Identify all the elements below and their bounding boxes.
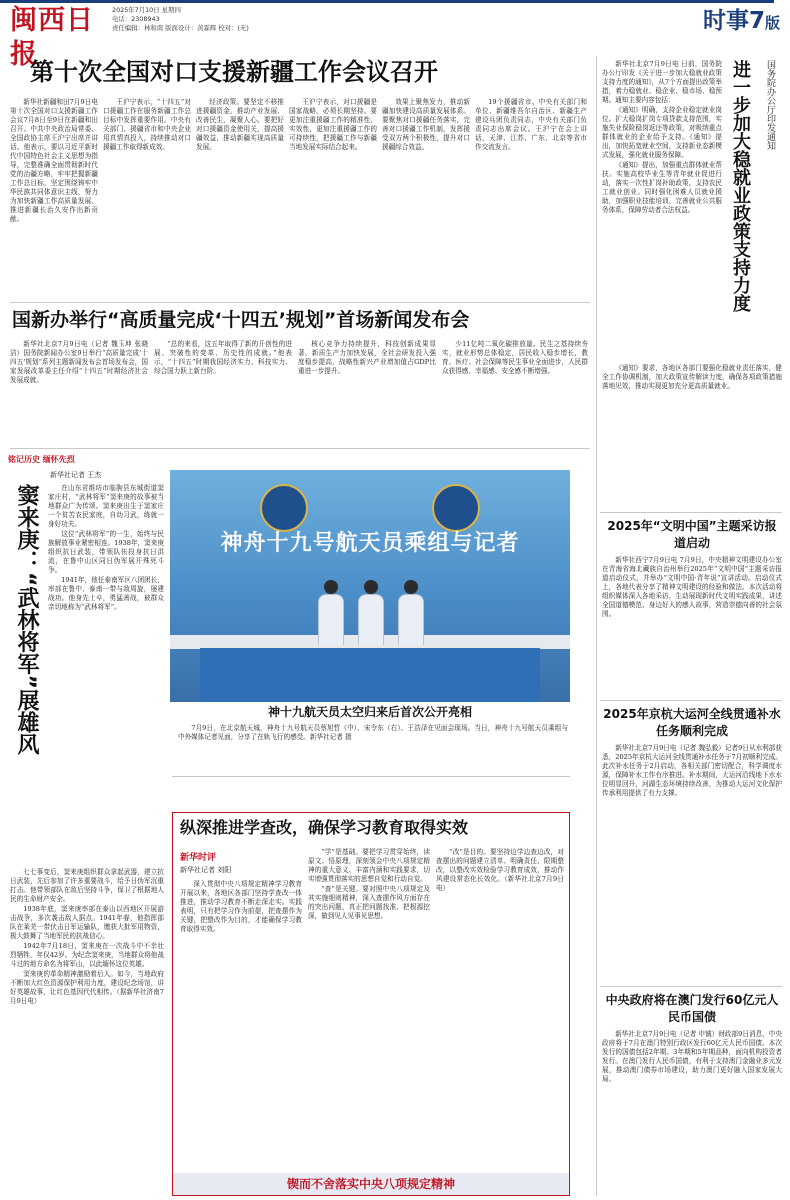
feature-series-tag: 铭记历史 缅怀先烈 [8, 455, 75, 464]
article1-col1: 新华社新疆和田7月9日电 第十次全国对口支援新疆工作会议7月8日至9日在新疆和田召开。中共中央政治局常委、全国政协主席王沪宁出席并讲话。他表示，要以习近平新时代中国特色社会主义思想为指导，完整准确全面贯彻新时代党的治疆方略，牢牢把握新疆工作总目标，坚定围绕铸牢中华民族共同体意识主线，努力为加快新疆工作高质量发展、推进新疆长治久安作出新贡献。 [10, 98, 98, 223]
astronaut-figure [398, 580, 424, 648]
article2-col3: 核心竞争力持续提升，科技创新成果显著，新质生产力加快发展，全社会研发投入强度稳步提高，战略性新兴产业增加值占GDP比重进一步提升。 [298, 340, 436, 375]
right1-text: 新华社西宁7月9日电 7月9日，中央精神文明建设办公室在青海省海北藏族自治州举行2025年“文明中国”主题采访报道启动仪式，并举办“文明中国·青年说”宣讲活动。启动仪式上，各地代表分享了精神文明建设的经验和做法。本次活动将组织媒体深入各地采访，生动展现新时代文明实践成果，讲述全国道德模范、身边好人的感人故事，营造崇德向善的社会氛围。 [602, 556, 782, 618]
commentary-author: 新华社记者 刘阳 [180, 866, 232, 874]
article1-col6: 19个援疆省市、中央有关部门和单位、新疆维吾尔自治区、新疆生产建设兵团负责同志，中央有关部门负责同志出席会议。王沪宁在会上讲话，天津、江苏、广东、北京等省市作交流发言。 [475, 98, 587, 151]
article2-headline: 国新办举行“高质量完成‘十四五’规划”首场新闻发布会 [12, 309, 470, 331]
page-suffix: 版 [764, 14, 780, 32]
sidebar-headline: 进一步加大稳就业政策支持力度 [730, 60, 751, 312]
mission-emblem-right [432, 484, 480, 532]
divider [10, 302, 590, 303]
commentary-headline: 纵深推进学查改，确保学习教育取得实效 [180, 818, 469, 837]
article2-col4: 少11亿吨二氧化碳排放量。民生之基持续夯实，就业形势总体稳定，居民收入稳步增长，教育、医疗、社会保障等民生事业全面进步，人民群众获得感、幸福感、安全感不断增强。 [442, 340, 588, 375]
article2-col2: “总的来看，这五年取得了新的开创性的进展、突破性的变革、历史性的成就。”他表示，“十四五”时期我国经济实力、科技实力、综合国力跃上新台阶。 [154, 340, 292, 375]
commentary-tag: 新华时评 [180, 853, 217, 863]
photo-banner-text: 神舟十九号航天员乘组与记者 [220, 531, 520, 556]
sidebar-subhead: 国务院办公厅印发通知 [765, 60, 775, 150]
divider [600, 986, 782, 987]
newspaper-logo: 闽西日报 [10, 5, 94, 70]
page-number: 7 [748, 8, 765, 34]
astronaut-photo [170, 470, 570, 702]
feature-byline: 新华社记者 王杰 [50, 471, 102, 479]
article1-col4: 王沪宁表示，对口援疆是国家战略，必须长期坚持。要更加注重援疆工作的精准性、实效性，更加注重援疆工作的可持续性，把援疆工作与新疆当地发展实际结合起来。 [289, 98, 377, 151]
right2-text: 新华社北京7月9日电（记者 魏弘毅）记者9日从水利部获悉，2025年京杭大运河全线贯通补水任务于7月初顺利完成。此次补水任务于2月启动，各相关部门密切配合，科学调度水源，保障补水工作有序推进。补水期间，大运河沿线地下水水位明显回升，河湖生态环境持续改善，为推动大运河文化保护传承利用提供了有力支撑。 [602, 744, 782, 797]
feature-text-top: 在山东省维坊市临朐县东城街道窦家庄村，“武林将军”窦来庚的故事被当地群众广为传颂。窦来庚出生于窦家庄一个贫苦农民家庭，自幼习武，练就一身好功夫。 这位“武林将军”的一生，始终与民族解放事业紧密相连。1938年，窦来庚组织抗日武装，带领队伍投身抗日洪流，在鲁中山区同日伪军展开殊死斗争。 1941年，他任泰南军区八团团长，率部在鲁中、泰南一带与敌周旋，屡建战功。他身先士卒，勇猛善战，被群众亲切地称为“武林将军”。 [48, 484, 164, 611]
issue-date: 2025年7月10日 星期四 [112, 6, 181, 14]
article1-col3: 经济政策。要坚定不移推进援疆资金，推动产业发展、改善民生，凝聚人心。要把好对口援疆资金使用关，提高援疆效益，推动新疆实现高质量发展。 [196, 98, 284, 151]
divider [172, 776, 570, 777]
photo-caption: 神十九航天员太空归来后首次公开亮相 [267, 705, 472, 719]
column-divider [596, 56, 597, 1196]
editor-credits: 责任编辑：林和南 版面设计：黄霖辉 校对：(无) [112, 24, 249, 32]
commentary-col3: “改”是目的。要坚持边学边查边改，对查摆出的问题建立清单、明确责任、限期整改，以整改实效检验学习教育成效，推动作风建设常态化长效化。（新华社北京7月9日电） [436, 848, 564, 892]
masthead-rule [0, 0, 774, 3]
commentary-banner: 锲而不舍落实中央八项规定精神 [173, 1173, 569, 1195]
article1-col5: 效果上聚焦发力，推动新疆加快建设高质量发展体系。要聚焦对口援疆任务落实，完善对口援疆工作机制，发挥援受双方两个积极性，提升对口援疆综合效益。 [382, 98, 470, 151]
right3-text: 新华社北京7月9日电（记者 申铖）财政部9日消息，中央政府将于7月在澳门特别行政区发行60亿元人民币国债。本次发行的国债包括2年期、3年期和5年期品种，面向机构投资者发行。在澳门发行人民币国债，有利于支持澳门金融业多元发展，推动澳门债券市场建设，助力澳门更好融入国家发展大局。 [602, 1030, 782, 1083]
sidebar-top-text: 新华社北京7月9日电 日前，国务院办公厅印发《关于进一步加大稳就业政策支持力度的通知》，从7个方面提出政策举措，着力稳就业、稳企业、稳市场、稳预期。通知主要内容包括： 《通知》明确，支持企业稳定就业岗位。扩大稳岗扩岗专项贷款支持范围，实施失业保险稳岗返还等政策，对吸纳重点群体就业的企业给予支持。《通知》提出，加快拓宽就业空间，支持新业态新模式发展，强化就业服务保障。 《通知》提出，加强重点群体就业帮扶。实施高校毕业生等青年就业促进行动，落实一次性扩岗补助政策，支持农民工就业创业。同时强化困难人员就业援助，加强职业技能培训，完善就业公共服务体系，保障劳动者合法权益。 [602, 60, 722, 214]
feature-headline: 窦来庚：“武林将军”展雄风 [14, 484, 39, 755]
right3-headline: 中央政府将在澳门发行60亿元人民币国债 [605, 993, 779, 1024]
article1-col2: 王沪宁表示，“十四五”对口援疆工作在服务新疆工作总目标中发挥重要作用。中央有关部门、援疆省市和中央企业用真情真投入，持续推动对口援疆工作取得新成效。 [103, 98, 191, 151]
feature-text-bottom: 七七事变后，窦来庚组织群众拿起武器，建立抗日武装，先后参加了许多重要战斗，给予日伪军沉重打击。他带领部队在敌后坚持斗争，保卫了根据地人民的生命财产安全。 1938年底，窦来庚率部在泰山以西地区开展游击战争，多次袭击敌人据点。1941年春，他指挥部队在莱芜一带伏击日军运输队，缴获大批军用物资，极大鼓舞了当地军民的抗战信心。 1942年7月18日，窦来庚在一次战斗中不幸壮烈牺牲，年仅42岁。为纪念窦来庚，当地群众将他战斗过的地方命名为将军山，以此缅怀这位英雄。 窦来庚的革命精神激励着后人。如今，当地政府不断加大红色资源保护利用力度，建设纪念场馆，讲好英雄故事，让红色基因代代相传。（据新华社济南7月9日电） [10, 868, 164, 1005]
commentary-col2: “学”是基础。要把学习贯穿始终，读原文、悟原理，深刻领会中央八项规定精神的重大意义、丰富内涵和实践要求，切实增强贯彻落实的思想自觉和行动自觉。 “查”是关键。要对照中央八项规定及其实施细则精神，深入查摆作风方面存在的突出问题，真正把问题找准、把根源挖深，做到见人见事见思想。 [308, 848, 430, 920]
divider [10, 448, 590, 449]
right2-headline: 2025年京杭大运河全线贯通补水任务顺利完成 [603, 707, 781, 738]
astronaut-figure [318, 580, 344, 648]
photo-credit: 7月9日，在北京航天城，神舟十九号航天员蔡旭哲（中）、宋令东（右）、王浩泽在见面会现场。当日，神舟十九号航天员乘组与中外媒体记者见面，分享了在轨飞行的感受。新华社记者 摄 [178, 724, 568, 741]
section-label [703, 8, 780, 36]
section-name: 时事 [702, 8, 749, 34]
right1-headline: 2025年“文明中国”主题采访报道启动 [607, 519, 777, 550]
press-table [200, 645, 540, 702]
divider [600, 512, 782, 513]
article1-headline: 第十次全国对口支援新疆工作会议召开 [30, 58, 438, 86]
divider [600, 700, 782, 701]
sidebar-bottom-text: 《通知》要求，各地区各部门要强化稳就业责任落实，健全工作协调机制，加大政策宣传解读力度，确保各项政策措施落地见效，推动实现更加充分更高质量就业。 [602, 364, 782, 390]
astronaut-figure [358, 580, 384, 648]
commentary-col1: 深入贯彻中央八项规定精神学习教育开展以来，各地区各部门坚持学查改一体推进，推动学习教育不断走深走实。实践表明，只有把学习作为前提，把查摆作为关键，把整改作为目的，才能确保学习教育取得实效。 [180, 880, 302, 933]
phone-number: 电话：2308943 [112, 15, 160, 23]
mission-emblem-left [260, 484, 308, 532]
article2-col1: 新华社北京7月9日电（记者 魏玉坤 张晓洁）国务院新闻办公室9日举行“高质量完成‘十四五’规划”系列主题新闻发布会首场发布会，国家发展改革委主任介绍“十四五”时期经济社会发展成就。 [10, 340, 148, 384]
